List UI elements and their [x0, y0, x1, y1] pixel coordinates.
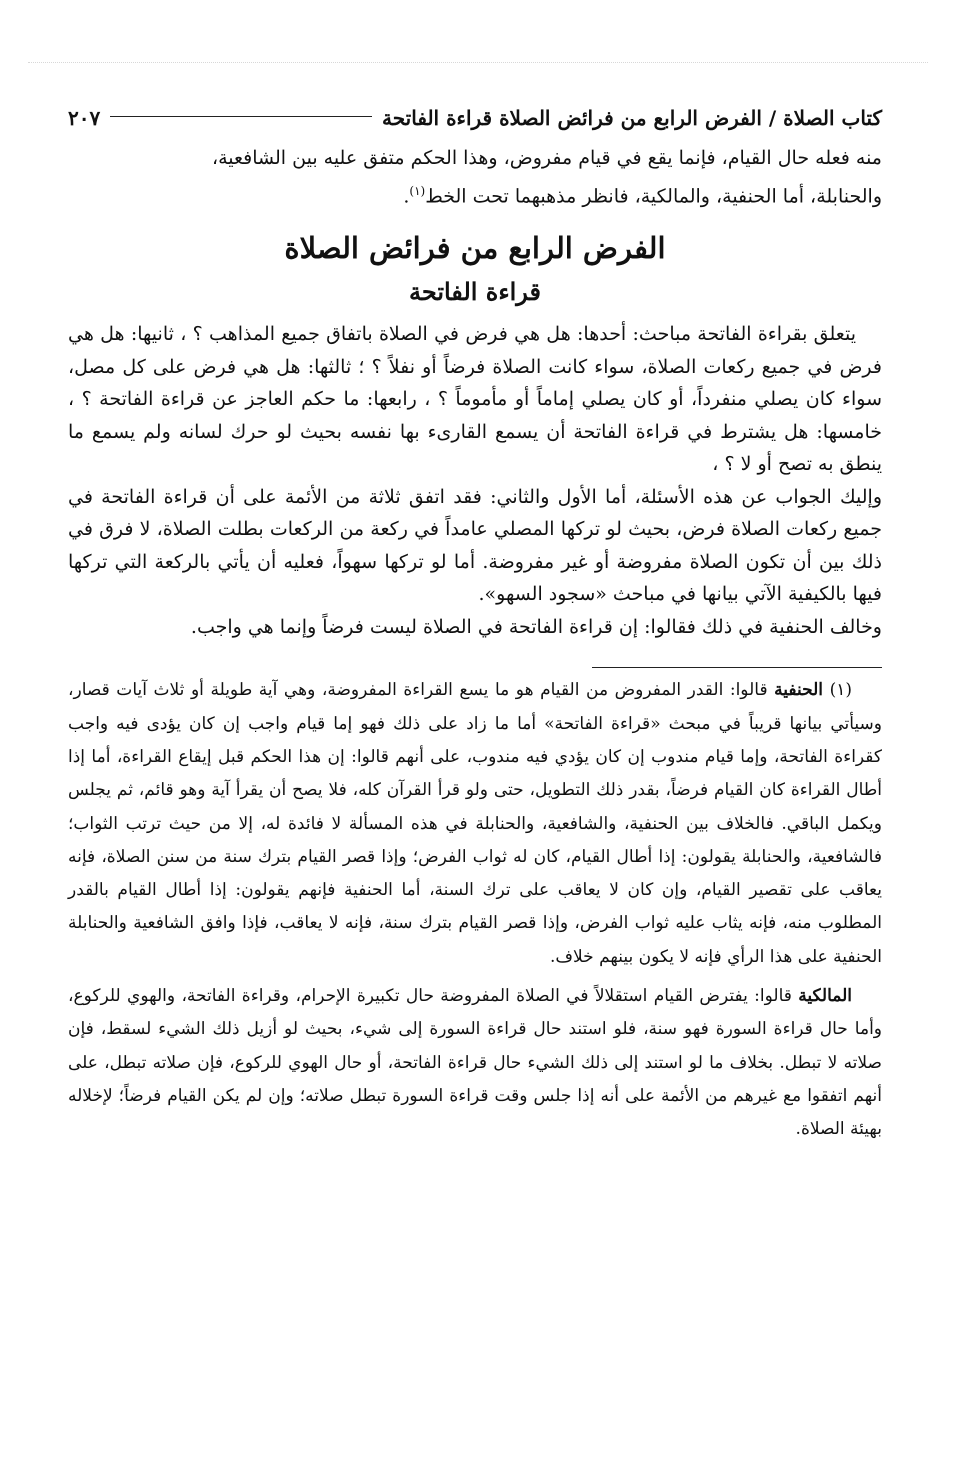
paragraph-answer: وإليك الجواب عن هذه الأسئلة، أما الأول والثاني: فقد اتفق ثلاثة من الأئمة على أن قراءة الفاتحة في جميع ركعات الصلاة فرض، بحيث لو تركها المصلي عامداً في ركعة من الركعات بطلت الصلاة، لا فرق في ذلك بين أن تكون الصلاة مفروضة أو غير مفروضة. أما لو تركها سهواً، فعليه أن يأتي بالركعة التي تركها فيها بالكيفية الآتي بيانها في مباحث «سجود السهو». — [68, 485, 883, 606]
footnote-maliki-text: قالوا: يفترض القيام استقلالاً في الصلاة المفروضة حال تكبيرة الإحرام، وقراءة الفاتحة، والهوي للركوع، وأما حال قراءة السورة فهو سنة، فلو استند حال قراءة السورة إلى شيء، بحيث لو أزيل ذلك الشيء لسقط، فإن صلاته لا تبطل. بخلاف ما لو استند إلى ذلك الشيء حال قراءة الفاتحة، أو حال الهوي للركوع، فإن صلاته تبطل، على أنهم اتفقوا مع غيرهم من الأئمة على أنه إذا جلس وقت قراءة السورة تبطل صلاته؛ وإن لم يكن القيام فرضاً؛ لإخلاله بهيئة الصلاة. — [68, 986, 882, 1140]
header-rule — [110, 116, 372, 117]
running-header-title: كتاب الصلاة / الفرض الرابع من فرائض الصلاة قراءة الفاتحة — [382, 106, 882, 130]
scan-edge-artifact — [28, 62, 928, 67]
footnote-school-hanafi: الحنفية — [774, 680, 824, 701]
footnote-school-maliki: المالكية — [798, 986, 852, 1006]
paragraph-topics: يتعلق بقراءة الفاتحة مباحث: أحدها: هل هي فرض في الصلاة باتفاق جميع المذاهب ؟ ، ثانيها: هل هي فرض في جميع ركعات الصلاة، سواء كانت الصلاة فرضاً أو نفلاً ؟ ؛ ثالثها: هل هي فرض على كل مصل، سواء كان يصلي منفرداً، أو كان يصلي إماماً أو مأموماً ؟ ، رابعها: ما حكم العاجز عن قراءة الفاتحة ؟ ، خامسها: هل يشترط في قراءة الفاتحة أن يسمع القارىء بها نفسه بحيث لو حرك لسانه ولم يسمع ما ينطق به تصح أو لا ؟ ، — [68, 323, 882, 476]
footnote-hanafi-text: قالوا: القدر المفروض من القيام هو ما يسع القراءة المفروضة، وهي آية طويلة أو ثلاث آيات قصار، وسيأتي بيانها قريباً في مبحث «قراءة الفاتحة» أما ما زاد على ذلك فهو إما قيام واجب إن كان يؤدى فيه واجب كقراءة الفاتحة، وإما قيام مندوب إن كان يؤدي فيه مندوب، على أنهم قالوا: إن هذا الحكم قبل إيقاع القراءة، أما إذا أطال القراءة كان القيام فرضاً، بقدر ذلك التطويل، حتى ولو قرأ القرآن كله، فلا يصح أن يقرأ آية وهو قائم، ثم يجلس ويكمل الباقي. فالخلاف بين الحنفية، والشافعية، والحنابلة في هذه المسألة لا فائدة له، إلا من حيث ترتب الثواب؛ فالشافعية، والحنابلة يقولون: إذا أطال القيام، كان له ثواب الفرض؛ وإذا قصر القيام بترك سنة من سنن الصلاة، فإنه يعاقب على تقصير القيام، وإن كان لا يعاقب على ترك السنة، أما الحنفية فإنهم يقولون: إذا أطال القيام بالقدر المطلوب منه، فإنه يثاب عليه ثواب الفرض، وإذا قصر القيام بترك سنة، فإنه لا يعاقب، فإذا وافق الشافعية والحنابلة الحنفية على هذا الرأي فإنه لا يكون بينهم خلاف. — [68, 680, 882, 967]
intro-line-1: منه فعله حال القيام، فإنما يقع في قيام مفروض، وهذا الحكم متفق عليه بين الشافعية، — [211, 147, 882, 169]
chapter-title: الفرض الرابع من فرائض الصلاة — [284, 231, 666, 266]
footnote-hanafi — [68, 674, 882, 974]
main-text — [68, 142, 882, 643]
footnotes — [68, 674, 882, 1146]
intro-line-2-end: . — [403, 184, 410, 207]
footnote-reference: (١) — [409, 183, 426, 198]
section-title: قراءة الفاتحة — [408, 277, 542, 307]
footnote-maliki — [68, 980, 882, 1146]
intro-line-2-text: والحنابلة، أما الحنفية، والمالكية، فانظر مذهبهما تحت الخط — [425, 184, 882, 207]
book-page — [68, 98, 882, 1146]
running-header — [68, 98, 882, 142]
paragraph-hanafi-dissent: وخالف الحنفية في ذلك فقالوا: إن قراءة الفاتحة في الصلاة ليست فرضاً وإنما هي واجب. — [190, 615, 882, 638]
page-number: ٢٠٧ — [68, 106, 101, 130]
footnote-marker: (١) — [829, 680, 853, 701]
footnote-separator — [592, 667, 882, 668]
intro-line-2 — [68, 175, 882, 213]
